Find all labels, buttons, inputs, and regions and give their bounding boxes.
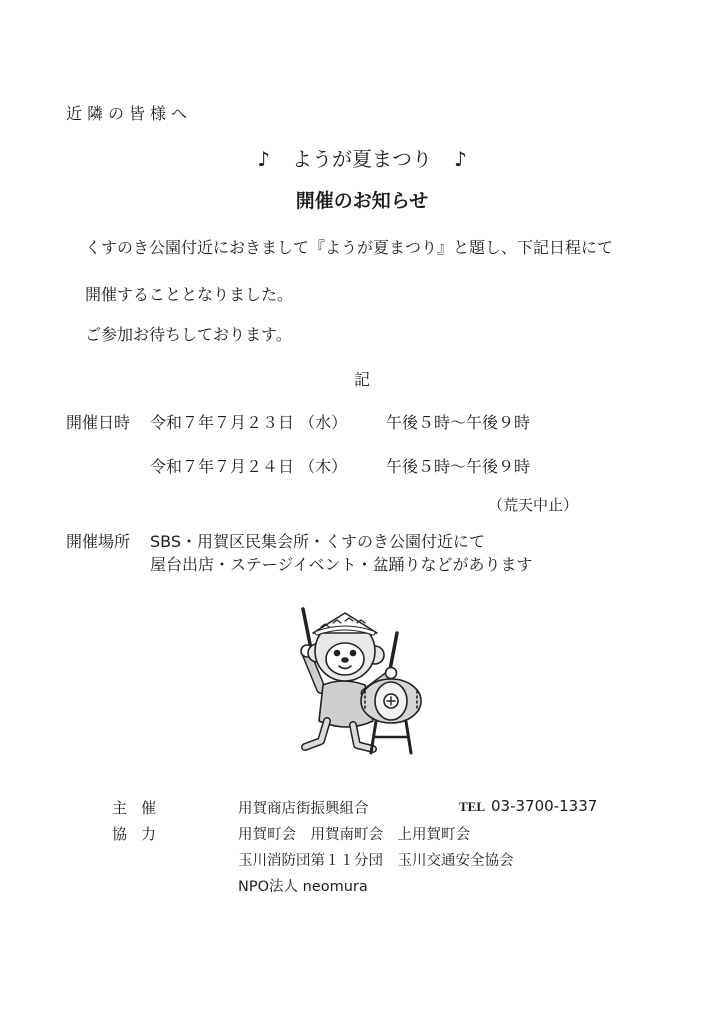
- organizer-label: 主催: [112, 799, 171, 817]
- telephone-icon: TEL: [459, 799, 486, 814]
- venue-line-1: SBS・用賀区民集会所・くすのき公園付近にて: [150, 532, 486, 551]
- schedule-time-1: 午後５時～午後９時: [386, 413, 531, 432]
- body-line-3: ご参加お待ちしております。: [85, 325, 292, 344]
- venue-line-2: 屋台出店・ステージイベント・盆踊りなどがあります: [150, 555, 533, 574]
- ki-heading: 記: [354, 370, 371, 389]
- schedule-date-1: 令和７年７月２３日 （水）: [150, 413, 348, 432]
- cooperation-line-3: NPO法人 neomura: [238, 879, 368, 895]
- schedule-date-2: 令和７年７月２４日 （木）: [150, 457, 348, 476]
- cooperation-line-1: 用賀町会 用賀南町会 上用賀町会: [238, 827, 470, 843]
- organizer-tel: [459, 797, 597, 815]
- schedule-label: 開催日時: [66, 413, 131, 432]
- cooperation-label: 協力: [112, 825, 171, 843]
- tel-number: 03-3700-1337: [491, 797, 598, 815]
- event-name: ようが夏まつり: [292, 147, 432, 171]
- music-note-icon: ♪: [454, 147, 467, 171]
- music-note-icon: ♪: [257, 147, 270, 171]
- page-title: [0, 143, 724, 172]
- schedule-time-2: 午後５時～午後９時: [386, 457, 531, 476]
- body-line-2: 開催することとなりました。: [85, 285, 294, 304]
- page-subtitle: 開催のお知らせ: [295, 190, 429, 212]
- drummer-monkey-icon: [281, 603, 429, 763]
- organizer-name: 用賀商店街振興組合: [238, 801, 369, 817]
- body-line-1: くすのき公園付近におきまして『ようが夏まつり』と題し、下記日程にて: [85, 238, 614, 257]
- rain-cancel-note: （荒天中止）: [488, 496, 579, 514]
- greeting: 近隣の皆様へ: [66, 104, 193, 123]
- cooperation-line-2: 玉川消防団第１１分団 玉川交通安全協会: [238, 853, 514, 869]
- venue-label: 開催場所: [66, 532, 131, 551]
